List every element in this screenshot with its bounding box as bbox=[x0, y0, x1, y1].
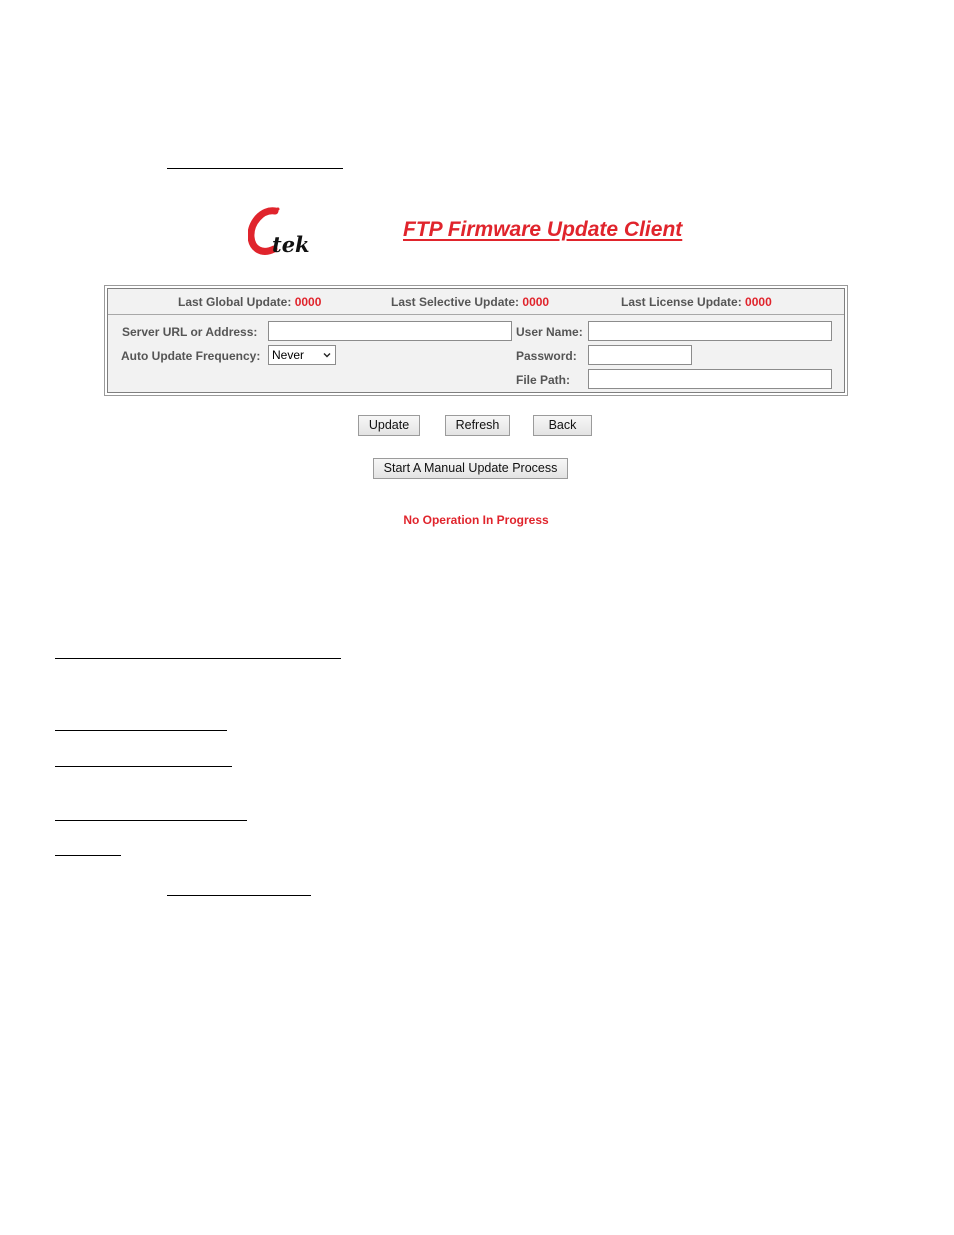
server-url-label: Server URL or Address: bbox=[122, 325, 258, 339]
user-name-input[interactable] bbox=[588, 321, 832, 341]
last-global-update-label: Last Global Update: bbox=[178, 295, 292, 309]
ctek-logo bbox=[248, 203, 330, 259]
start-manual-update-button[interactable]: Start A Manual Update Process bbox=[373, 458, 568, 479]
update-button[interactable]: Update bbox=[358, 415, 420, 436]
last-license-update-value: 0000 bbox=[745, 295, 772, 309]
last-global-update-value: 0000 bbox=[294, 295, 322, 309]
back-button[interactable]: Back bbox=[533, 415, 592, 436]
refresh-button[interactable]: Refresh bbox=[445, 415, 510, 436]
section-underline bbox=[55, 658, 341, 659]
update-settings-panel bbox=[104, 285, 848, 396]
svg-text:tek: tek bbox=[272, 232, 310, 257]
last-license-update bbox=[621, 295, 772, 309]
auto-update-frequency-select[interactable] bbox=[268, 345, 336, 365]
password-input[interactable] bbox=[588, 345, 692, 365]
last-selective-update bbox=[391, 295, 549, 309]
item-underline bbox=[55, 855, 121, 856]
app-title: FTP Firmware Update Client bbox=[403, 218, 683, 241]
operation-status: No Operation In Progress bbox=[403, 513, 549, 527]
file-path-input[interactable] bbox=[588, 369, 832, 389]
status-row bbox=[108, 289, 844, 315]
server-url-input[interactable] bbox=[268, 321, 512, 341]
heading-underline bbox=[167, 168, 343, 169]
last-selective-update-label: Last Selective Update: bbox=[391, 295, 520, 309]
password-label: Password: bbox=[516, 349, 577, 363]
user-name-label: User Name: bbox=[516, 325, 583, 339]
item-underline bbox=[55, 820, 247, 821]
chevron-down-icon bbox=[323, 351, 331, 359]
auto-update-frequency-value: Never bbox=[272, 348, 305, 362]
last-global-update bbox=[178, 295, 321, 309]
item-underline bbox=[167, 895, 311, 896]
item-underline bbox=[55, 766, 232, 767]
last-selective-update-value: 0000 bbox=[522, 295, 550, 309]
last-license-update-label: Last License Update: bbox=[621, 295, 742, 309]
item-underline bbox=[55, 730, 227, 731]
auto-update-frequency-label: Auto Update Frequency: bbox=[121, 349, 261, 363]
file-path-label: File Path: bbox=[516, 373, 571, 387]
